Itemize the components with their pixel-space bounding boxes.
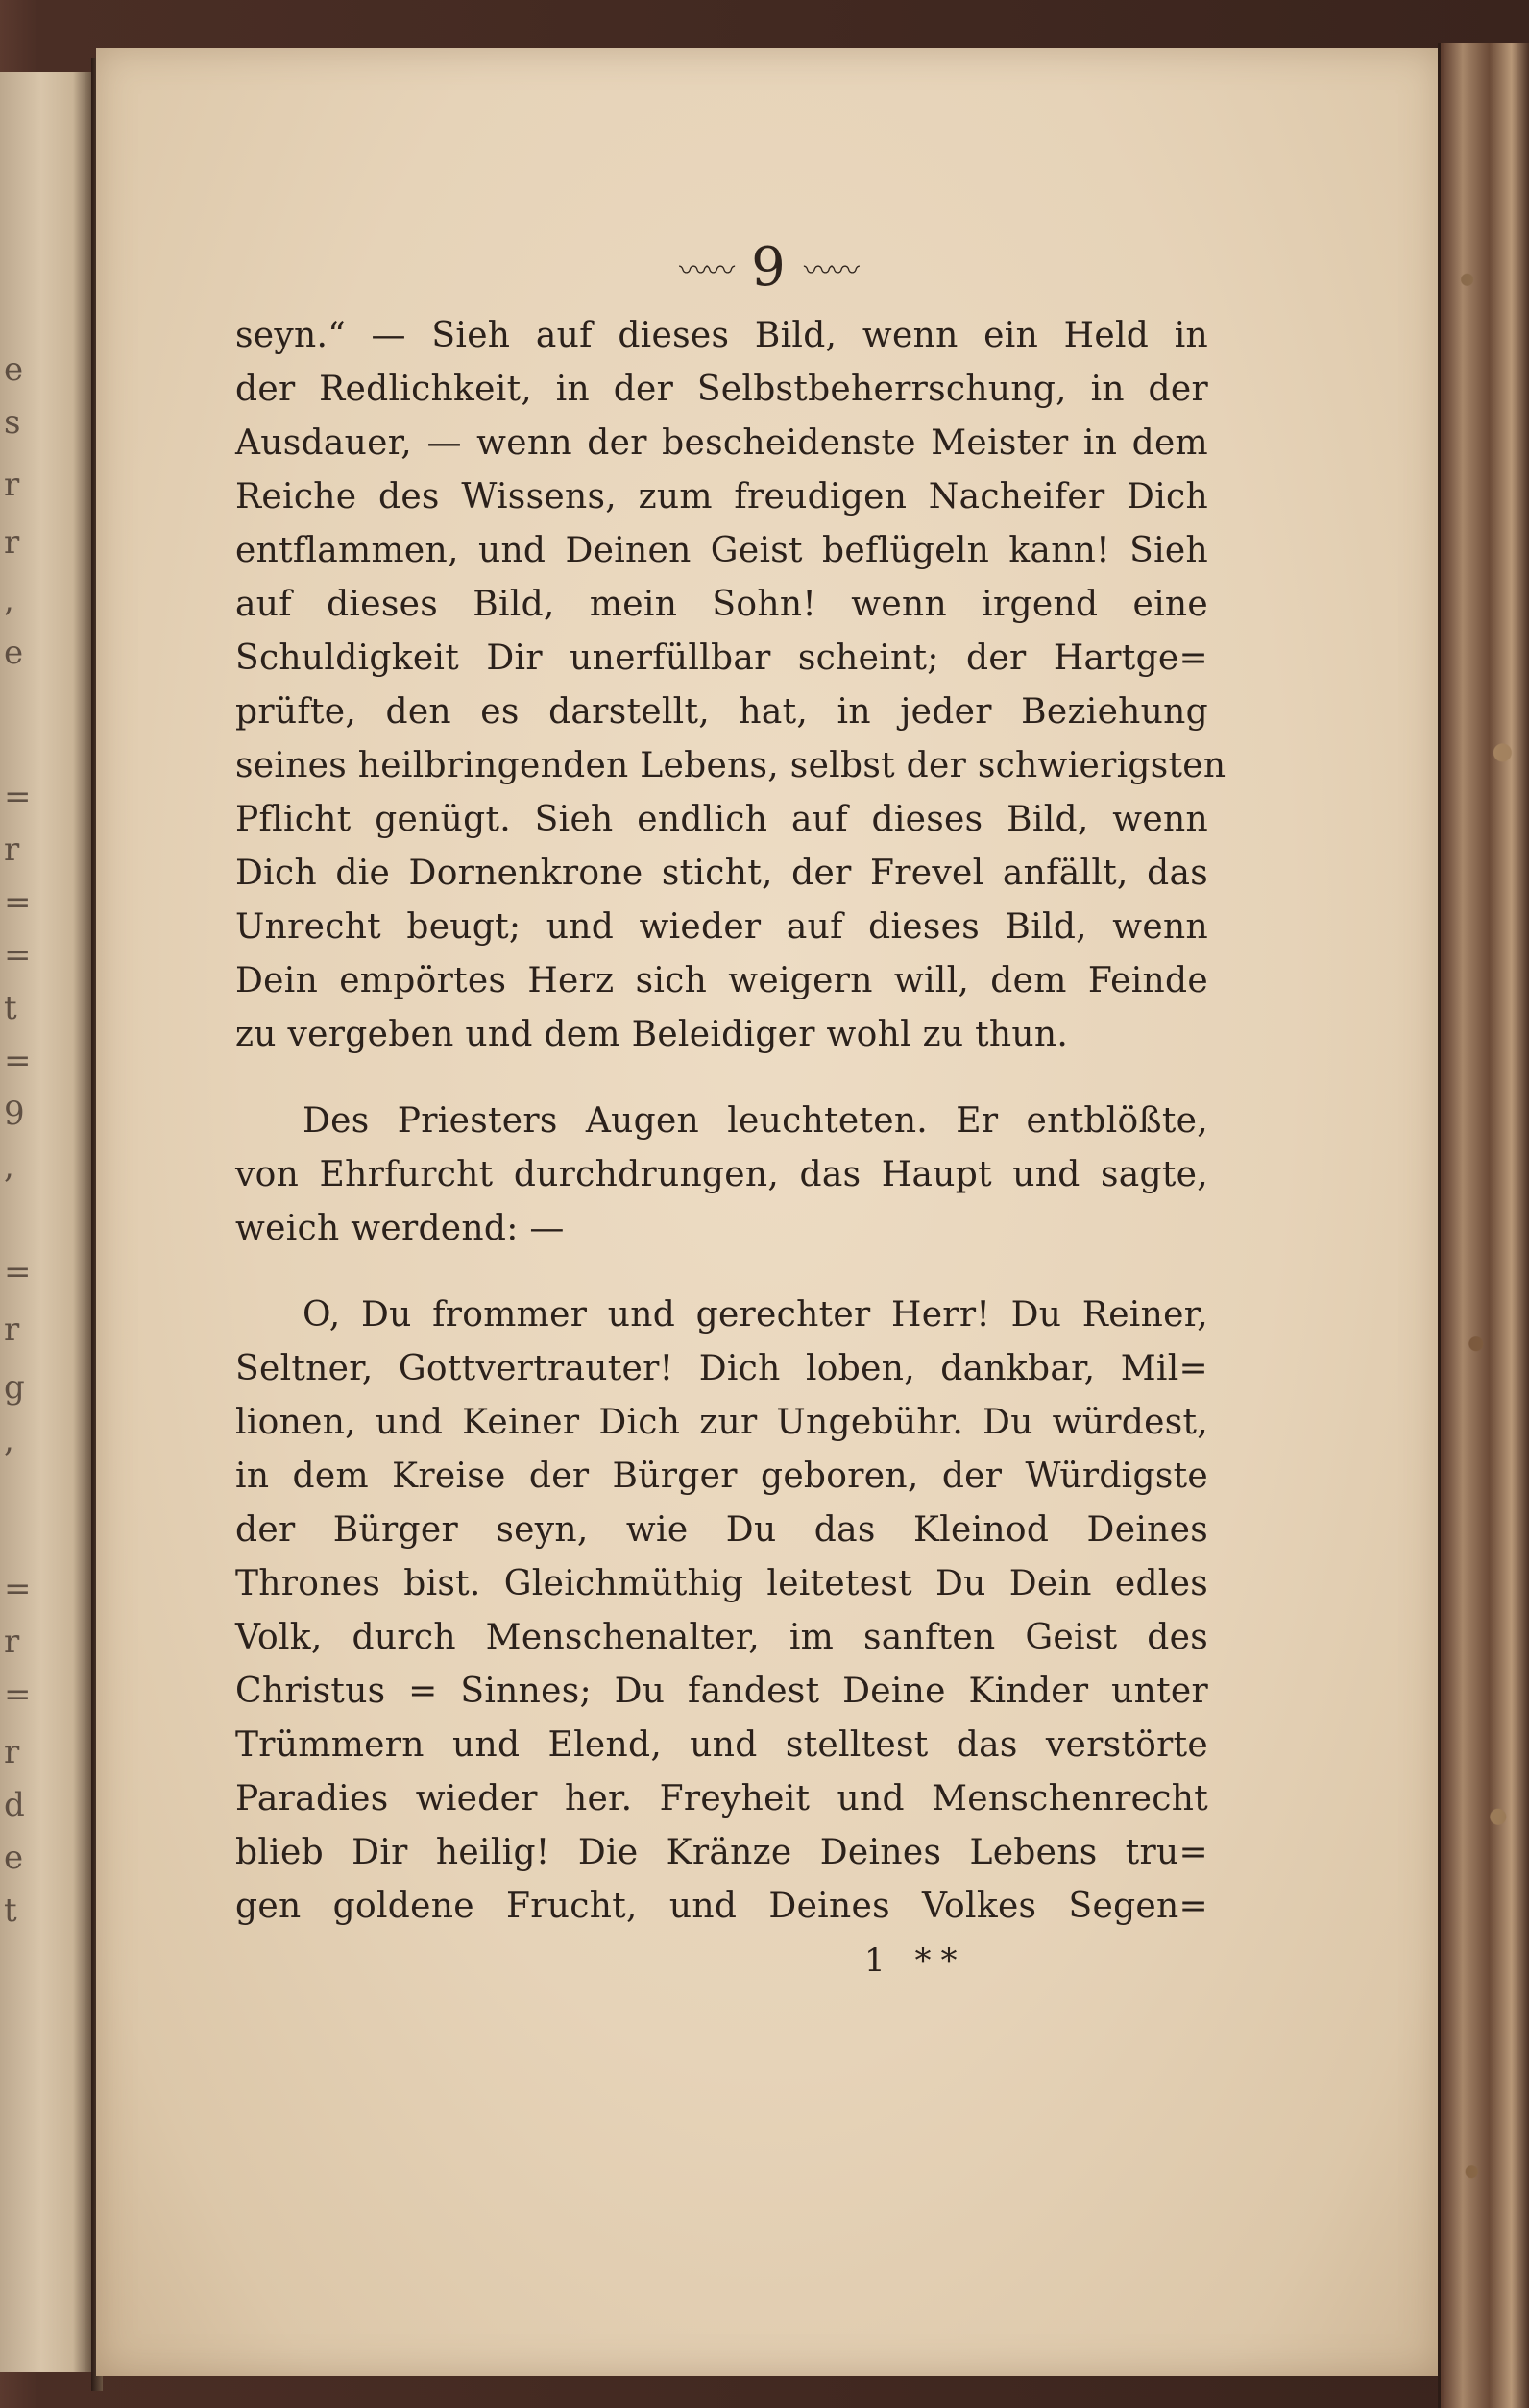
paragraph-3: [235, 1288, 1208, 1934]
page-number: 9: [751, 236, 786, 299]
edge-letter: r: [4, 523, 20, 562]
text-line: von Ehrfurcht durchdrungen, das Haupt und sagte,: [235, 1155, 1208, 1194]
paragraph-2: [235, 1095, 1208, 1256]
edge-letter: t: [4, 1891, 17, 1930]
text-line: Thrones bist. Gleichmüthig leitetest Du Dein edles: [235, 1564, 1208, 1603]
text-line: in dem Kreise der Bürger geboren, der Würdigste: [235, 1457, 1208, 1496]
text-line: entflammen, und Deinen Geist beflügeln kann! Sieh: [235, 531, 1208, 570]
text-line: seyn.“ — Sieh auf dieses Bild, wenn ein Held in: [235, 316, 1208, 355]
edge-letter: =: [4, 1675, 32, 1714]
page-header: [96, 236, 1441, 303]
left-page-edge: [0, 72, 91, 2372]
text-line: Unrecht beugt; und wieder auf dieses Bild, wenn: [235, 907, 1208, 947]
left-page-edge-letters: [0, 72, 91, 2372]
edge-letter: e: [4, 1839, 24, 1877]
edge-letter: =: [4, 1570, 32, 1608]
edge-letter: r: [4, 1311, 20, 1349]
edge-letter: =: [4, 778, 32, 816]
edge-letter: r: [4, 1623, 20, 1661]
marbled-cover-board: [1441, 43, 1529, 2408]
text-line: Paradies wieder her. Freyheit und Menschenrecht: [235, 1779, 1208, 1818]
signature-mark: 1 **: [864, 1941, 967, 1980]
edge-letter: r: [4, 1733, 20, 1771]
edge-letter: =: [4, 1042, 32, 1080]
header-ornament-right: 〰〰: [803, 253, 858, 288]
edge-letter: g: [4, 1368, 25, 1407]
edge-letter: 9: [4, 1095, 25, 1133]
text-line: Seltner, Gottvertrauter! Dich loben, dankbar, Mil=: [235, 1349, 1208, 1388]
text-line: Dich die Dornenkrone sticht, der Frevel anfällt, das: [235, 854, 1208, 893]
text-line: auf dieses Bild, mein Sohn! wenn irgend eine: [235, 585, 1208, 624]
text-line: Dein empörtes Herz sich weigern will, dem Feinde: [235, 961, 1208, 1000]
edge-letter: ,: [4, 581, 14, 619]
text-line: lionen, und Keiner Dich zur Ungebühr. Du würdest,: [235, 1403, 1208, 1442]
text-line: Schuldigkeit Dir unerfüllbar scheint; der Hartge=: [235, 638, 1208, 678]
edge-letter: s: [4, 403, 21, 442]
edge-letter: r: [4, 831, 20, 869]
page-body-text: [235, 309, 1226, 1934]
header-ornament-left: 〰〰: [679, 253, 734, 288]
text-line: der Redlichkeit, in der Selbstbeherrschung, in der: [235, 370, 1208, 409]
edge-letter: =: [4, 1253, 32, 1291]
text-line: Christus = Sinnes; Du fandest Deine Kinder unter: [235, 1672, 1208, 1711]
text-line: O, Du frommer und gerechter Herr! Du Reiner,: [303, 1295, 1208, 1335]
text-line: prüfte, den es darstellt, hat, in jeder Beziehung: [235, 692, 1208, 732]
text-line: weich werdend: —: [235, 1209, 565, 1248]
text-line: blieb Dir heilig! Die Kränze Deines Lebens tru=: [235, 1833, 1208, 1872]
edge-letter: d: [4, 1786, 25, 1824]
edge-letter: =: [4, 936, 32, 975]
edge-letter: e: [4, 350, 24, 389]
text-line: seines heilbringenden Lebens, selbst der schwierigsten: [235, 746, 1226, 785]
text-line: Des Priesters Augen leuchteten. Er entblößte,: [303, 1101, 1208, 1141]
text-line: gen goldene Frucht, und Deines Volkes Segen=: [235, 1887, 1208, 1926]
paragraph-1: [235, 309, 1226, 1062]
edge-letter: =: [4, 883, 32, 922]
text-line: Pflicht genügt. Sieh endlich auf dieses Bild, wenn: [235, 800, 1208, 839]
text-line: der Bürger seyn, wie Du das Kleinod Deines: [235, 1510, 1208, 1550]
text-line: Volk, durch Menschenalter, im sanften Geist des: [235, 1618, 1208, 1657]
edge-letter: t: [4, 989, 17, 1027]
edge-letter: e: [4, 634, 24, 672]
edge-letter: ,: [4, 1147, 14, 1186]
text-line: Reiche des Wissens, zum freudigen Nacheifer Dich: [235, 477, 1208, 517]
edge-letter: r: [4, 466, 20, 504]
text-line: zu vergeben und dem Beleidiger wohl zu thun.: [235, 1015, 1069, 1054]
text-line: Trümmern und Elend, und stelltest das verstörte: [235, 1725, 1208, 1765]
text-line: Ausdauer, — wenn der bescheidenste Meister in dem: [235, 423, 1208, 463]
edge-letter: ,: [4, 1421, 14, 1459]
